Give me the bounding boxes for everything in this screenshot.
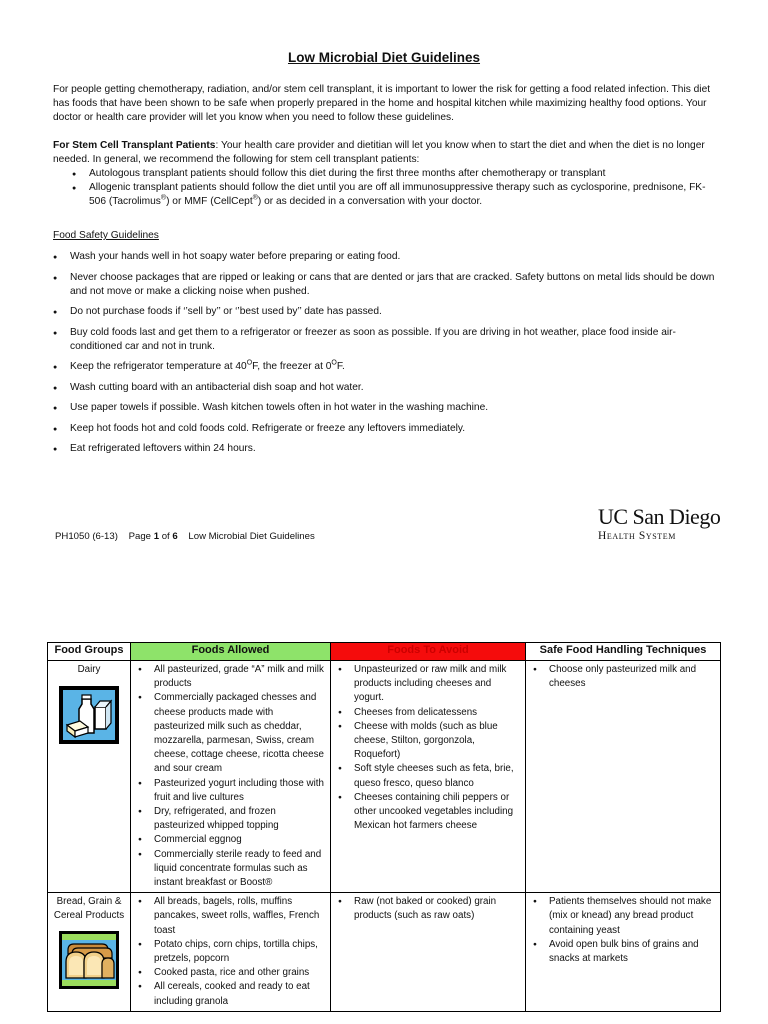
food-group-name: Dairy	[77, 664, 101, 675]
temp-text: Keep the refrigerator temperature at 40	[70, 361, 247, 372]
dairy-icon	[58, 685, 120, 745]
ucsd-logo	[598, 505, 728, 543]
food-group-cell	[48, 893, 131, 1012]
bullet-text: Allogenic transplant patients should follow the diet until you are off all immunosuppressive therapy such as cyclosporine, prednisone, FK-506 (Tacrolimus	[89, 182, 706, 207]
page-word: Page	[128, 531, 152, 542]
list-item: ● Dry, refrigerated, and frozen pasteurized whipped topping	[135, 805, 326, 833]
degree-mark: O	[331, 359, 337, 367]
list-item: ● Patients themselves should not make (mix or knead) any bread product containing yeast	[530, 895, 716, 938]
registered-mark: ®	[252, 194, 258, 202]
list-item: ● Cooked pasta, rice and other grains	[135, 966, 326, 980]
bullet-text: ) or as decided in a conversation with your doctor.	[257, 196, 483, 207]
list-item: ● All pasteurized, grade “A” milk and milk products	[135, 663, 326, 691]
list-item: ● Unpasteurized or raw milk and milk products including cheeses and yogurt.	[335, 663, 521, 706]
header-foods-allowed: Foods Allowed	[131, 643, 331, 661]
foods-allowed-cell	[131, 893, 331, 1012]
table-row	[48, 893, 721, 1012]
list-item: ● Use paper towels if possible. Wash kitchen towels often in hot water in the washing machine.	[53, 401, 721, 415]
table-row	[48, 661, 721, 893]
food-group-cell	[48, 661, 131, 893]
list-item: ● Buy cold foods last and get them to a refrigerator or freezer as soon as possible. If you are driving in hot weather, place food inside air-conditioned car and not in trunk.	[53, 326, 721, 354]
list-item: ● Potato chips, corn chips, tortilla chips, pretzels, popcorn	[135, 938, 326, 966]
stem-cell-paragraph	[53, 139, 718, 167]
list-item: ● Commercial eggnog	[135, 833, 326, 847]
list-item: ● Wash cutting board with an antibacterial dish soap and hot water.	[53, 381, 721, 395]
list-item: ● Eat refrigerated leftovers within 24 hours.	[53, 442, 721, 456]
list-item: ● Cheese with molds (such as blue cheese, Stilton, gorgonzola, Roquefort)	[335, 720, 521, 763]
list-item: ● Avoid open bulk bins of grains and snacks at markets	[530, 938, 716, 966]
page-footer	[55, 531, 315, 542]
header-safe-handling: Safe Food Handling Techniques	[526, 643, 721, 661]
header-food-groups: Food Groups	[48, 643, 131, 661]
table-header-row	[48, 643, 721, 661]
list-item: ● Autologous transplant patients should follow this diet during the first three months after chemotherapy or transplant	[72, 167, 712, 181]
degree-mark: O	[246, 359, 253, 367]
safe-handling-cell	[526, 893, 721, 1012]
temp-text: F.	[336, 361, 345, 372]
list-item: ● All cereals, cooked and ready to eat including granola	[135, 980, 326, 1008]
foods-to-avoid-cell	[331, 893, 526, 1012]
footer-doc-title: Low Microbial Diet Guidelines	[188, 531, 315, 542]
list-item	[72, 181, 712, 209]
stem-cell-text: : Your health care provider and dietitian will let you know when to start the diet and when the diet is no longer needed. In general, we recommend the following for stem cell transplant patients:	[53, 140, 705, 165]
food-safety-list	[53, 250, 721, 463]
stem-cell-lead: For Stem Cell Transplant Patients	[53, 140, 216, 151]
list-item: ● Keep hot foods hot and cold foods cold. Refrigerate or freeze any leftovers immediately.	[53, 422, 721, 436]
stem-cell-bullets	[72, 167, 712, 209]
temp-text: F, the freezer at 0	[252, 361, 332, 372]
list-item: ● All breads, bagels, rolls, muffins pancakes, sweet rolls, waffles, French toast	[135, 895, 326, 938]
food-groups-table	[47, 642, 721, 1012]
form-code: PH1050 (6-13)	[55, 531, 118, 542]
foods-to-avoid-cell	[331, 661, 526, 893]
food-safety-heading: Food Safety Guidelines	[53, 230, 159, 241]
list-item: ● Raw (not baked or cooked) grain products (such as raw oats)	[335, 895, 521, 923]
of-word: of	[161, 531, 170, 542]
list-item: ● Cheeses from delicatessens	[335, 706, 521, 720]
list-item: ● Pasteurized yogurt including those with fruit and live cultures	[135, 777, 326, 805]
safe-handling-cell	[526, 661, 721, 893]
list-item: ● Choose only pasteurized milk and cheeses	[530, 663, 716, 691]
page-number: 1	[153, 531, 160, 542]
page-title: Low Microbial Diet Guidelines	[287, 50, 481, 65]
list-item	[53, 360, 721, 374]
header-foods-to-avoid: Foods To Avoid	[331, 643, 526, 661]
list-item: ● Commercially packaged chesses and cheese products made with pasteurized milk such as cheddar, mozzarella, parmesan, Swiss, cream cheese, cottage cheese, ricotta cheese and sour cream	[135, 691, 326, 776]
list-item: ● Soft style cheeses such as feta, brie, queso fresco, queso blanco	[335, 762, 521, 790]
foods-allowed-cell	[131, 661, 331, 893]
food-group-name: Bread, Grain & Cereal Products	[53, 896, 125, 922]
logo-main-text: UC San Diego	[598, 504, 721, 529]
registered-mark: ®	[160, 194, 167, 202]
intro-paragraph: For people getting chemotherapy, radiation, and/or stem cell transplant, it is important to lower the risk for getting a food related infection. This diet has foods that have been shown to be safe when properly prepared in the home and hospital kitchen while maximizing healthy food options. Your doctor or health care provider will let you know when you need to follow these guidelines.	[53, 84, 711, 123]
list-item: ● Do not purchase foods if ‘’sell by’’ or ‘’best used by’’ date has passed.	[53, 305, 721, 319]
list-item: ● Wash your hands well in hot soapy water before preparing or eating food.	[53, 250, 721, 264]
list-item: ● Commercially sterile ready to feed and liquid concentrate formulas such as instant breakfast or Boost®	[135, 848, 326, 891]
list-item: ● Cheeses containing chili peppers or other uncooked vegetables including Mexican hot farmers cheese	[335, 791, 521, 834]
page-total: 6	[172, 531, 178, 542]
logo-sub-text: Health System	[598, 530, 676, 542]
bullet-text: ) or MMF (CellCept	[166, 196, 253, 207]
bread-icon	[58, 930, 120, 990]
list-item: ● Never choose packages that are ripped or leaking or cans that are dented or jars that are cracked. Safety buttons on metal lids should be down and not move or make a clicking noise when pushed.	[53, 271, 721, 299]
